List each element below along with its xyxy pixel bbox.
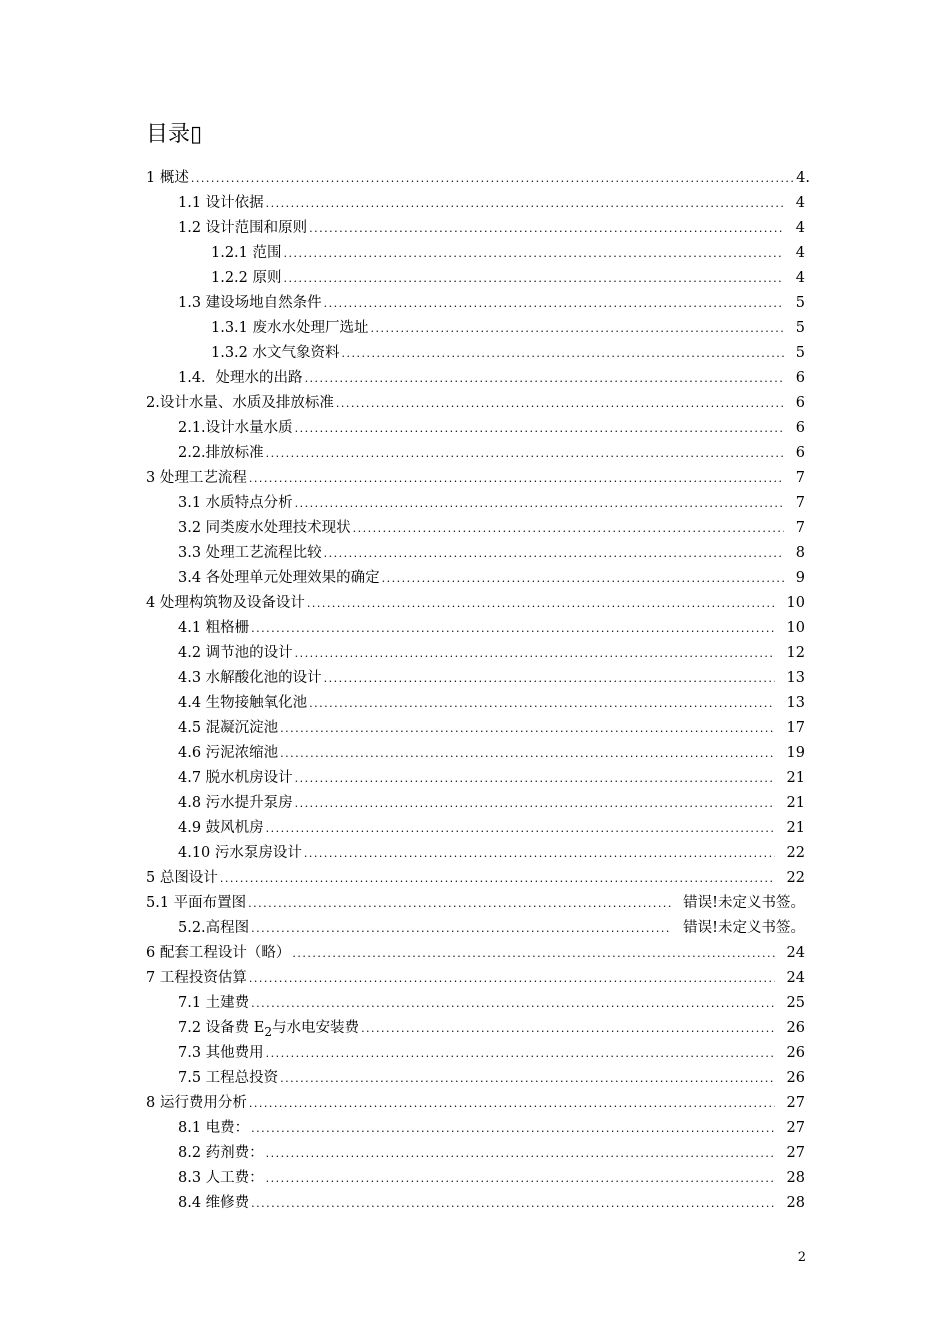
toc-entry-1[interactable]: 1 概述 ..... 4. bbox=[146, 166, 810, 190]
leader-dots bbox=[191, 167, 794, 191]
toc-entry-5-1[interactable]: 5.1 平面布置图 ..... 错误!未定义书签。 bbox=[146, 891, 805, 915]
leader-dots bbox=[295, 492, 784, 516]
leader-dots bbox=[361, 1017, 774, 1041]
toc-page-number: 6 bbox=[795, 395, 805, 411]
toc-page-number: 4. bbox=[796, 170, 810, 186]
leader-dots bbox=[304, 842, 775, 866]
toc-entry-4-4[interactable]: 4.4 生物接触氧化池 ..... 13 bbox=[178, 691, 805, 715]
leader-dots bbox=[284, 267, 784, 291]
toc-entry-7-2[interactable]: 7.2 设备费 $E_2$与水电安装费 ..... 26 bbox=[178, 1016, 805, 1040]
leader-dots bbox=[280, 742, 774, 766]
leader-dots bbox=[266, 1042, 775, 1066]
toc-entry-1-3-1[interactable]: 1.3.1 废水水处理厂选址 ..... 5 bbox=[211, 316, 805, 340]
leader-dots bbox=[251, 1192, 774, 1216]
toc-entry-4-8[interactable]: 4.8 污水提升泵房 ..... 21 bbox=[178, 791, 805, 815]
leader-dots bbox=[295, 642, 775, 666]
toc-entry-1-2-1[interactable]: 1.2.1 范围 ..... 4 bbox=[211, 241, 805, 265]
toc-entry-4-9[interactable]: 4.9 鼓风机房 ..... 21 bbox=[178, 816, 805, 840]
toc-page-number: 7 bbox=[795, 470, 805, 486]
toc-entry-4-1[interactable]: 4.1 粗格栅 ..... 10 bbox=[178, 616, 805, 640]
leader-dots bbox=[324, 667, 775, 691]
page-number: 2 bbox=[797, 1250, 806, 1265]
toc-page-number: 21 bbox=[786, 770, 805, 786]
leader-dots bbox=[266, 1167, 775, 1191]
toc-page-number: 7 bbox=[795, 495, 805, 511]
toc-entry-4-3[interactable]: 4.3 水解酸化池的设计 ..... 13 bbox=[178, 666, 805, 690]
toc-entry-1-2[interactable]: 1.2 设计范围和原则 ..... 4 bbox=[178, 216, 805, 240]
leader-dots bbox=[251, 992, 774, 1016]
toc-entry-1-3-2[interactable]: 1.3.2 水文气象资料 ..... 5 bbox=[211, 341, 805, 365]
toc-page-number: 21 bbox=[786, 820, 805, 836]
toc-heading bbox=[146, 120, 202, 150]
toc-entry-3-4[interactable]: 3.4 各处理单元处理效果的确定 ..... 9 bbox=[178, 566, 805, 590]
leader-dots bbox=[249, 1092, 775, 1116]
toc-entry-5[interactable]: 5 总图设计 ..... 22 bbox=[146, 866, 805, 890]
toc-entry-3-1[interactable]: 3.1 水质特点分析 ..... 7 bbox=[178, 491, 805, 515]
toc-page-number: 5 bbox=[795, 320, 805, 336]
toc-entry-4-7[interactable]: 4.7 脱水机房设计 ..... 21 bbox=[178, 766, 805, 790]
leader-dots bbox=[251, 1117, 774, 1141]
leader-dots bbox=[309, 692, 774, 716]
toc-entry-8-4[interactable]: 8.4 维修费 ..... 28 bbox=[178, 1191, 805, 1215]
toc-entry-1-4[interactable]: 1.4．处理水的出路 ..... 6 bbox=[178, 366, 805, 390]
toc-page-number: 27 bbox=[786, 1095, 805, 1111]
leader-dots bbox=[251, 917, 671, 941]
toc-page-number: 9 bbox=[795, 570, 805, 586]
toc-page-number: 19 bbox=[786, 745, 805, 761]
toc-entry-8-3[interactable]: 8.3 人工费： ..... 28 bbox=[178, 1166, 805, 1190]
leader-dots bbox=[307, 592, 775, 616]
toc-page-number: 13 bbox=[786, 695, 805, 711]
toc-entry-4-10[interactable]: 4.10 污水泵房设计 ..... 22 bbox=[178, 841, 805, 865]
leader-dots bbox=[284, 242, 784, 266]
toc-page-number: 8 bbox=[795, 545, 805, 561]
toc-page-number: 5 bbox=[795, 345, 805, 361]
leader-dots bbox=[309, 217, 784, 241]
toc-entry-3-2[interactable]: 3.2 同类废水处理技术现状 ..... 7 bbox=[178, 516, 805, 540]
toc-entry-8-2[interactable]: 8.2 药剂费： ..... 27 bbox=[178, 1141, 805, 1165]
toc-page-number: 17 bbox=[786, 720, 805, 736]
leader-dots bbox=[292, 942, 774, 966]
toc-page-number: 6 bbox=[795, 370, 805, 386]
toc-entry-7-1[interactable]: 7.1 土建费 ..... 25 bbox=[178, 991, 805, 1015]
toc-page-number: 22 bbox=[786, 845, 805, 861]
leader-dots bbox=[342, 342, 784, 366]
toc-page-number: 27 bbox=[786, 1145, 805, 1161]
leader-dots bbox=[280, 717, 774, 741]
toc-page-number: 4 bbox=[795, 245, 805, 261]
toc-page-number: 24 bbox=[786, 945, 805, 961]
toc-page-number: 24 bbox=[786, 970, 805, 986]
leader-dots bbox=[249, 967, 775, 991]
toc-entry-5-2[interactable]: 5.2.高程图 ..... 错误!未定义书签。 bbox=[178, 916, 805, 940]
leader-dots bbox=[266, 1142, 775, 1166]
toc-page-number: 12 bbox=[786, 645, 805, 661]
leader-dots bbox=[295, 792, 775, 816]
toc-entry-1-2-2[interactable]: 1.2.2 原则 ..... 4 bbox=[211, 266, 805, 290]
toc-page-number: 10 bbox=[786, 620, 805, 636]
toc-page-number: 错误!未定义书签。 bbox=[683, 920, 805, 936]
toc-entry-1-1[interactable]: 1.1 设计依据 ..... 4 bbox=[178, 191, 805, 215]
toc-page-number: 25 bbox=[786, 995, 805, 1011]
toc-entry-4[interactable]: 4 处理构筑物及设备设计 ..... 10 bbox=[146, 591, 805, 615]
toc-page-number: 7 bbox=[795, 520, 805, 536]
toc-entry-2-2[interactable]: 2.2.排放标准 ..... 6 bbox=[178, 441, 805, 465]
toc-page-number: 5 bbox=[795, 295, 805, 311]
leader-dots bbox=[324, 292, 784, 316]
leader-dots bbox=[295, 417, 784, 441]
leader-dots bbox=[324, 542, 784, 566]
toc-page-number: 6 bbox=[795, 420, 805, 436]
toc-entry-7[interactable]: 7 工程投资估算 ..... 24 bbox=[146, 966, 805, 990]
leader-dots bbox=[248, 892, 671, 916]
leader-dots bbox=[371, 317, 784, 341]
leader-dots bbox=[266, 192, 784, 216]
toc-page-number: 4 bbox=[795, 195, 805, 211]
toc-page-number: 13 bbox=[786, 670, 805, 686]
toc-entry-4-5[interactable]: 4.5 混凝沉淀池 ..... 17 bbox=[178, 716, 805, 740]
toc-page-number: 26 bbox=[786, 1045, 805, 1061]
leader-dots bbox=[295, 767, 775, 791]
toc-page-number: 21 bbox=[786, 795, 805, 811]
missing-glyph-marker: ▯ bbox=[190, 122, 203, 147]
toc-page-number: 26 bbox=[786, 1070, 805, 1086]
leader-dots bbox=[305, 367, 784, 391]
toc-entry-4-6[interactable]: 4.6 污泥浓缩池 ..... 19 bbox=[178, 741, 805, 765]
toc-page-number: 10 bbox=[786, 595, 805, 611]
toc-entry-6[interactable]: 6 配套工程设计（略） ..... 24 bbox=[146, 941, 805, 965]
leader-dots bbox=[220, 867, 775, 891]
toc-page-number: 22 bbox=[786, 870, 805, 886]
leader-dots bbox=[336, 392, 784, 416]
toc-heading-text: 目录 bbox=[146, 122, 191, 147]
toc-page-number: 错误!未定义书签。 bbox=[683, 895, 805, 911]
toc-entry-1-3[interactable]: 1.3 建设场地自然条件 ..... 5 bbox=[178, 291, 805, 315]
toc-page-number: 27 bbox=[786, 1120, 805, 1136]
toc-entry-4-2[interactable]: 4.2 调节池的设计 ..... 12 bbox=[178, 641, 805, 665]
toc-entry-8-1[interactable]: 8.1 电费： ..... 27 bbox=[178, 1116, 805, 1140]
toc-entry-7-5[interactable]: 7.5 工程总投资 ..... 26 bbox=[178, 1066, 805, 1090]
toc-page-number: 28 bbox=[786, 1195, 805, 1211]
leader-dots bbox=[266, 442, 784, 466]
toc-page-number: 26 bbox=[786, 1020, 805, 1036]
toc-page-number: 4 bbox=[795, 220, 805, 236]
leader-dots bbox=[251, 617, 774, 641]
toc-page-number: 4 bbox=[795, 270, 805, 286]
toc-page-number: 28 bbox=[786, 1170, 805, 1186]
toc-entry-3-3[interactable]: 3.3 处理工艺流程比较 ..... 8 bbox=[178, 541, 805, 565]
leader-dots bbox=[280, 1067, 774, 1091]
leader-dots bbox=[382, 567, 784, 591]
toc-entry-2[interactable]: 2.设计水量、水质及排放标准 ..... 6 bbox=[146, 391, 805, 415]
toc-page-number: 6 bbox=[795, 445, 805, 461]
toc-entry-7-3[interactable]: 7.3 其他费用 ..... 26 bbox=[178, 1041, 805, 1065]
subscript: 2 bbox=[264, 1024, 273, 1039]
leader-dots bbox=[353, 517, 784, 541]
leader-dots bbox=[249, 467, 784, 491]
toc-entry-3[interactable]: 3 处理工艺流程 ..... 7 bbox=[146, 466, 805, 490]
toc-entry-8[interactable]: 8 运行费用分析 ..... 27 bbox=[146, 1091, 805, 1115]
toc-entry-2-1[interactable]: 2.1.设计水量水质 ..... 6 bbox=[178, 416, 805, 440]
leader-dots bbox=[266, 817, 775, 841]
